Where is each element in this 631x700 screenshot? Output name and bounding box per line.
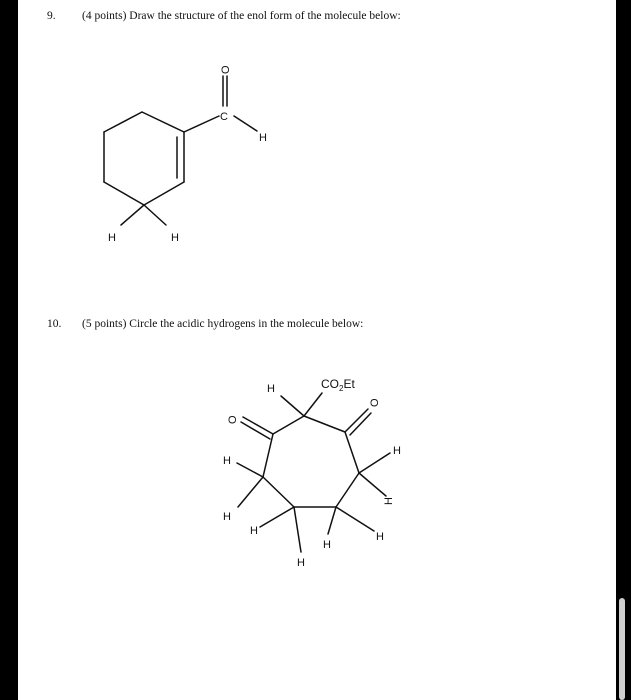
mol1-h-left-label: H xyxy=(108,232,116,244)
mol2-bond-h-l3 xyxy=(238,477,263,507)
mol1-carbon-label: C xyxy=(220,111,228,123)
mol2-h-l1-label: H xyxy=(250,525,258,537)
mol2-bond-to-co2et xyxy=(304,393,322,416)
mol2-h-r3-label: H xyxy=(376,531,384,543)
mol2-o-left-label: O xyxy=(227,415,239,424)
mol2-ring-bonds xyxy=(263,416,359,507)
vertical-scrollbar[interactable] xyxy=(619,598,625,700)
mol2-bond-h-r3 xyxy=(336,507,374,531)
mol1-oxygen-label: O xyxy=(220,65,232,74)
mol2-bond-to-h-top xyxy=(281,396,304,416)
mol2-bond-h-l1 xyxy=(260,507,294,527)
mol2-co2et-main: CO xyxy=(321,377,339,391)
mol2-h-top-label: H xyxy=(267,383,275,395)
mol2-bond-h-r1 xyxy=(359,453,390,473)
mol2-h-b2-label: H xyxy=(297,557,305,569)
mol2-o-right-label: O xyxy=(369,398,381,407)
mol1-h-right-label: H xyxy=(171,232,179,244)
question-9-text: (4 points) Draw the structure of the enol form of the molecule below: xyxy=(82,10,401,22)
question-10-text: (5 points) Circle the acidic hydrogens in the molecule below: xyxy=(82,318,364,330)
mol2-h-r2-label: H xyxy=(383,497,395,505)
mol1-aldehyde-h-label: H xyxy=(259,132,267,144)
mol2-bond-h-b1 xyxy=(328,507,336,534)
question-9-number: 9. xyxy=(47,10,56,22)
mol2-h-b1-label: H xyxy=(323,539,331,551)
mol2-bond-h-b2 xyxy=(294,507,301,552)
question-10-number: 10. xyxy=(47,318,62,330)
mol2-bond-h-r2 xyxy=(359,473,386,496)
mol2-co2et-tail: Et xyxy=(343,377,355,391)
mol2-co2et-sub: 2 xyxy=(339,384,344,393)
mol2-h-l2-label: H xyxy=(223,455,231,467)
mol2-h-l3-label: H xyxy=(223,511,231,523)
mol2-h-r1-label: H xyxy=(393,445,401,457)
mol2-bond-h-l2 xyxy=(237,463,263,477)
mol2-co2et-label xyxy=(321,377,355,393)
